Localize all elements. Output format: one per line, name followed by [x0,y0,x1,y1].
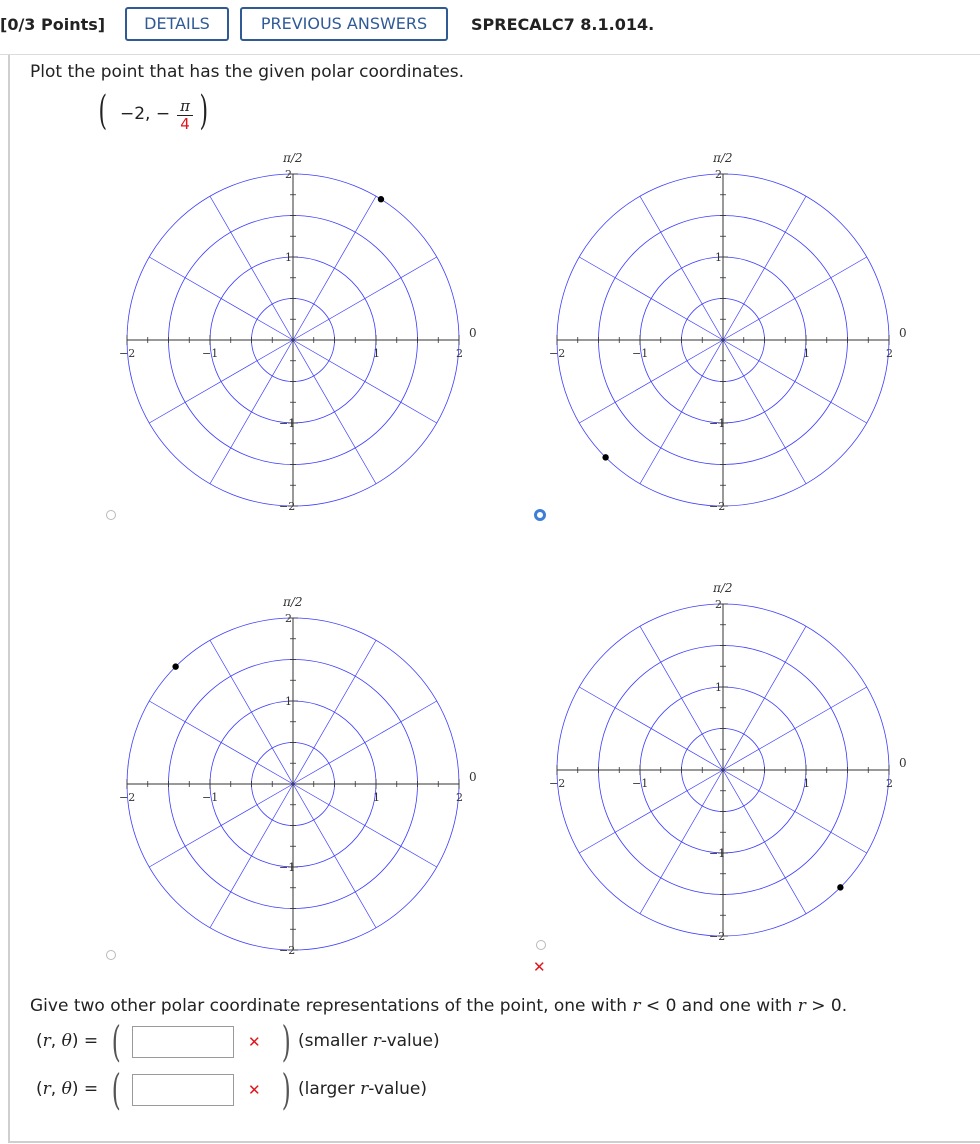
grid-spoke [640,770,726,914]
grid-spoke [723,770,806,914]
theta-top-label: π/2 [713,581,733,595]
grid-spoke [640,626,723,770]
y-tick-label: −1 [279,861,296,874]
y-tick-label: −2 [709,930,726,943]
grid-spoke [723,626,806,770]
grid-spoke [723,340,806,484]
grid-spoke [640,196,723,340]
close-paren: ) [281,1017,291,1066]
grid-spoke [579,687,723,770]
grid-spoke [293,640,376,784]
y-tick-label: 1 [715,251,722,264]
grid-spoke [293,257,437,340]
grid-spoke [210,640,293,784]
radio-option-d[interactable] [536,940,546,950]
larger-r-input[interactable] [132,1074,234,1106]
followup-question [30,996,847,1016]
x-tick-label: 1 [803,777,810,790]
open-paren: ( [98,88,108,134]
previous-answers-button[interactable]: PREVIOUS ANSWERS [240,7,448,41]
theta-top-label: π/2 [713,151,733,165]
polar-plot-option-a[interactable] [100,146,500,518]
x-tick-label: 2 [456,791,463,804]
grid-spoke [293,340,437,423]
grid-spoke [579,340,723,423]
question-var: r [632,996,641,1016]
y-tick-label: −1 [709,847,726,860]
grid-spoke [293,340,376,484]
x-tick-label: 1 [373,347,380,360]
grid-spoke [723,196,806,340]
theta-zero-label: 0 [469,326,477,340]
grid-spoke [210,340,296,484]
grid-spoke [293,784,437,867]
question-text: Give two other polar coordinate representations of the point, one with [30,996,633,1016]
x-tick-label: −1 [202,347,219,360]
y-tick-label: 2 [715,168,722,181]
grid-spoke [149,340,293,423]
x-tick-label: 2 [456,347,463,360]
grid-spoke [723,340,867,423]
answer-row-smaller [36,1017,536,1066]
grid-spoke [579,770,723,853]
grid-spoke [723,687,867,770]
grid-spoke [149,257,293,340]
incorrect-mark-icon: ✕ [248,1033,261,1051]
polar-plot-svg[interactable] [530,576,930,948]
theta-zero-label: 0 [899,756,907,770]
plotted-point [378,196,384,202]
theta-top-label: π/2 [283,595,303,609]
y-tick-label: −2 [709,500,726,513]
polar-plot-option-b[interactable] [530,146,930,518]
x-tick-label: −2 [549,347,566,360]
y-tick-label: −2 [279,500,296,513]
y-tick-label: 1 [285,695,292,708]
polar-plot-option-c[interactable] [100,590,500,962]
question-text: > 0. [805,996,848,1016]
grid-spoke [210,784,296,928]
x-tick-label: −1 [202,791,219,804]
incorrect-mark-icon: ✕ [248,1081,261,1099]
theta-top-label: π/2 [283,151,303,165]
grid-spoke [293,701,437,784]
close-paren: ) [199,88,209,134]
radio-option-b[interactable] [534,509,546,521]
points-score: [0/3 Points] [0,15,106,34]
theta-denominator: 4 [180,115,190,133]
theta-zero-label: 0 [899,326,907,340]
question-header [0,0,980,54]
theta-numerator: π [180,97,190,115]
grid-spoke [293,784,376,928]
grid-spoke [723,770,867,853]
theta-zero-label: 0 [469,770,477,784]
question-text: < 0 and one with [640,996,798,1016]
x-tick-label: 1 [373,791,380,804]
polar-plot-option-d[interactable] [530,576,930,948]
y-tick-label: 1 [285,251,292,264]
x-tick-label: −2 [119,347,136,360]
y-tick-label: 2 [285,168,292,181]
plotted-point [602,454,608,460]
y-tick-label: 1 [715,681,722,694]
grid-spoke [149,784,293,867]
x-tick-label: −1 [632,347,649,360]
plotted-point [837,884,843,890]
radio-option-c[interactable] [106,950,116,960]
polar-plot-svg[interactable] [530,146,930,518]
radio-option-a[interactable] [106,510,116,520]
x-tick-label: 2 [886,347,893,360]
open-paren: ( [111,1017,121,1066]
grid-spoke [723,257,867,340]
x-tick-label: 2 [886,777,893,790]
grid-spoke [579,257,723,340]
polar-plot-svg[interactable] [100,146,500,518]
y-tick-label: −1 [709,417,726,430]
y-tick-label: −2 [279,944,296,957]
grid-spoke [149,701,293,784]
given-coordinates [98,88,220,136]
x-tick-label: −2 [119,791,136,804]
y-tick-label: −1 [279,417,296,430]
grid-spoke [293,196,376,340]
y-tick-label: 2 [715,598,722,611]
polar-plot-svg[interactable] [100,590,500,962]
plotted-point [172,663,178,669]
answer-note: (smaller r-value) [298,1031,440,1051]
incorrect-mark-icon: ✕ [533,958,546,976]
answer-label: (r, θ) = [36,1079,99,1099]
answer-label: (r, θ) = [36,1031,99,1051]
x-tick-label: −2 [549,777,566,790]
open-paren: ( [111,1065,121,1114]
x-tick-label: 1 [803,347,810,360]
given-r-value: −2, − [120,104,171,124]
y-tick-label: 2 [285,612,292,625]
details-button[interactable]: DETAILS [125,7,229,41]
grid-spoke [640,340,726,484]
question-var: r [797,996,806,1016]
problem-code: SPRECALC7 8.1.014. [471,15,655,34]
x-tick-label: −1 [632,777,649,790]
answer-note: (larger r-value) [298,1079,427,1099]
grid-spoke [210,196,293,340]
question-prompt: Plot the point that has the given polar coordinates. [30,62,465,82]
close-paren: ) [281,1065,291,1114]
answer-row-larger [36,1065,536,1114]
smaller-r-input[interactable] [132,1026,234,1058]
